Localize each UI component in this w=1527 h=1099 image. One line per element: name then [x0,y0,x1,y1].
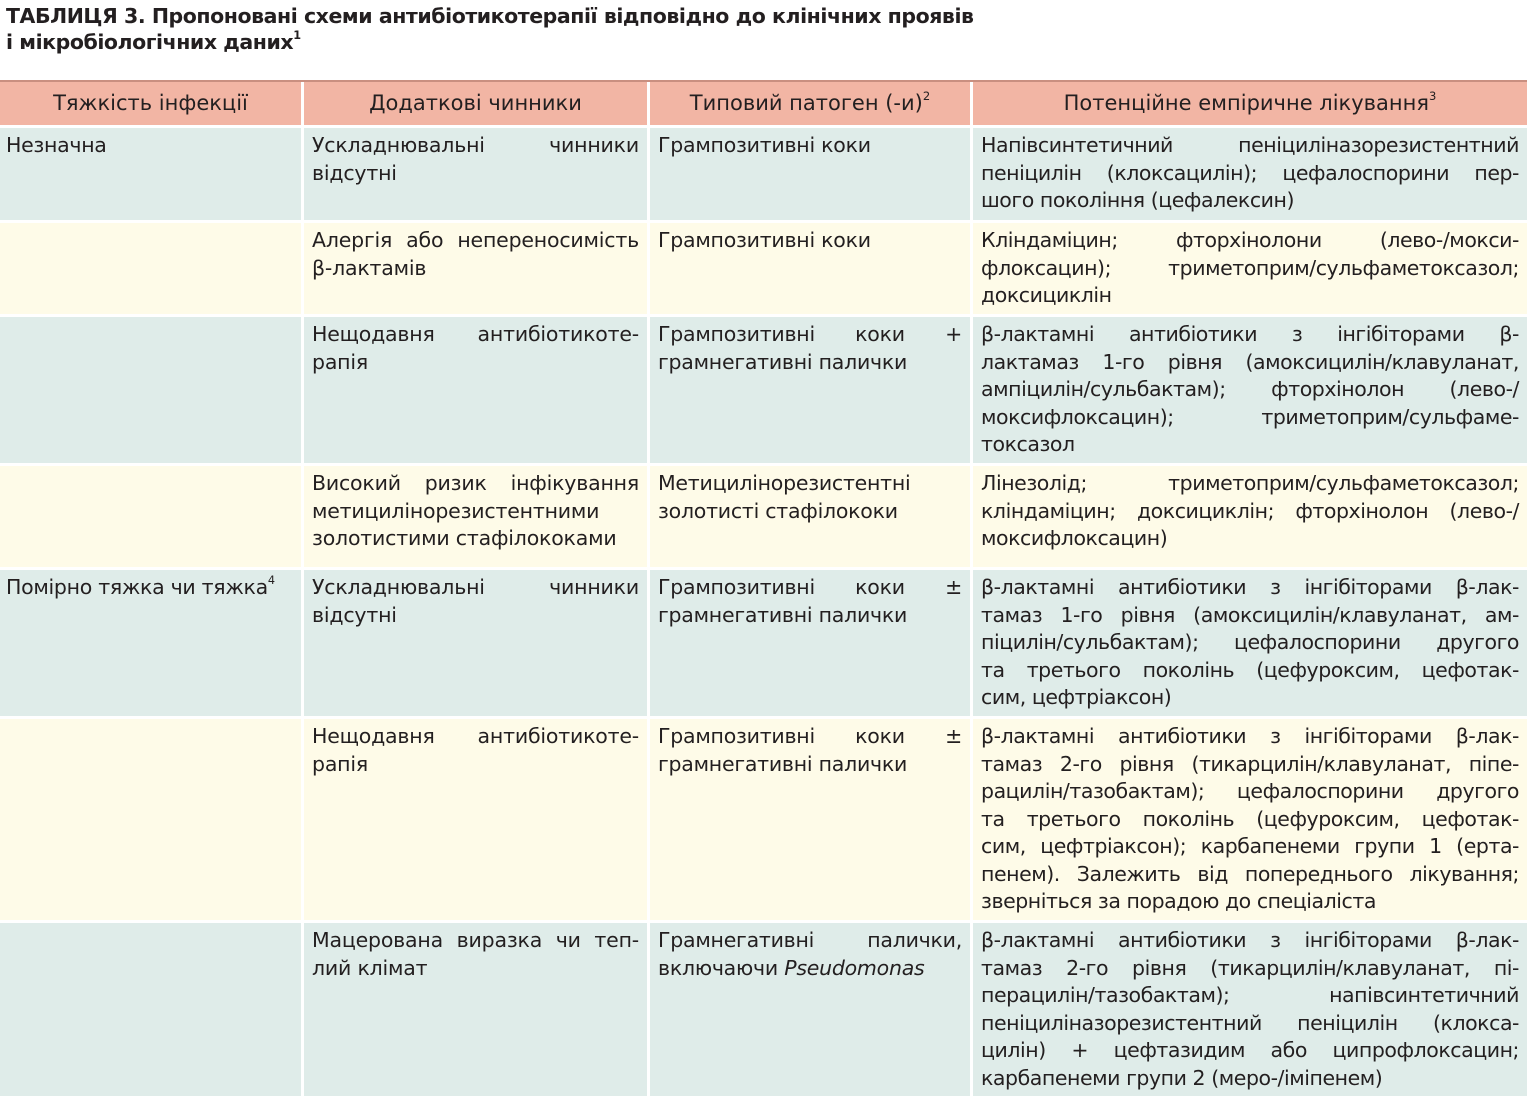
cell-severity [0,570,304,716]
header-pathogen [650,82,973,125]
cell-severity [0,223,304,314]
cell-pathogen-line: Грампозитивні коки [658,228,871,252]
header-pathogen-text: Типовий патоген (-и) [689,91,923,115]
caption-line-2 [6,29,1306,55]
table-row [0,317,1527,466]
cell-treatment-line: пенем). Залежить від попереднього лікування; [981,861,1519,886]
cell-factors [304,317,650,463]
cell-pathogen [650,223,973,314]
table-caption [6,3,1306,55]
caption-footnote-marker: 1 [293,29,301,43]
cell-treatment-line: ампіцилін/сульбактам); фторхінолон (лево-/ [981,377,1519,401]
cell-treatment-line: та третього поколінь (цефуроксим, цефотак- [981,657,1519,682]
cell-treatment-line: цилін) + цефтазидим або ципрофлоксацин; [981,1038,1519,1062]
cell-treatment [973,317,1527,463]
cell-treatment-line: β-лактамні антибіотики з інгібіторами β-лак- [981,928,1519,952]
cell-factors [304,128,650,220]
pathogen-text: включаючи [658,955,778,980]
cell-treatment [973,719,1527,920]
cell-pathogen [650,719,973,920]
severity-text: Помірно тяжка чи тяжка [6,575,268,599]
header-treatment-text: Потенційне емпіричне лікування [1063,91,1429,115]
cell-pathogen-line [658,955,962,983]
cell-treatment-line: β-лактамні антибіотики з інгібіторами β-лак- [981,575,1519,599]
cell-factors-line: Високий ризик інфікування [312,471,639,495]
cell-treatment [973,223,1527,314]
cell-treatment [973,466,1527,567]
cell-pathogen [650,570,973,716]
cell-factors-line: відсутні [312,160,397,185]
cell-treatment-line: рацилін/тазобактам); цефалоспорини другого [981,779,1519,803]
cell-pathogen [650,923,973,1096]
cell-severity [0,466,304,567]
cell-severity [0,317,304,463]
cell-treatment-line: β-лактамні антибіотики з інгібіторами β- [981,322,1519,346]
cell-treatment-line: перацилін/тазобактам); напівсинтетичний [981,983,1519,1007]
cell-severity [0,128,304,220]
cell-factors [304,570,650,716]
table-row [0,570,1527,719]
cell-pathogen-line: Грампозитивні коки ± [658,724,962,748]
cell-treatment-line: Напівсинтетичний пеніциліназорезистентний [981,133,1519,157]
cell-treatment-line: моксифлоксацин) [981,526,1168,550]
cell-factors-line: Нещодавня антибіотикоте- [312,322,639,346]
cell-pathogen-line: золотисті стафілококи [658,498,898,523]
severity-text: Незначна [6,133,107,157]
header-severity-text: Тяжкість інфекції [53,91,248,115]
header-pathogen-footnote: 2 [922,89,931,104]
cell-treatment-line: моксифлоксацин); триметоприм/сульфаме- [981,404,1519,429]
cell-treatment [973,128,1527,220]
cell-treatment [973,923,1527,1096]
cell-factors [304,719,650,920]
cell-factors-line: β-лактамів [312,255,427,280]
cell-factors-line: Ускладнювальні чинники [312,575,639,599]
table-row [0,223,1527,317]
cell-severity [0,719,304,920]
cell-pathogen-line: Грампозитивні коки + [658,322,962,346]
cell-treatment-line: зверніться за порадою до спеціаліста [981,889,1376,913]
cell-factors-line: Алергія або непереносимість [312,228,639,252]
table-row [0,466,1527,570]
table-row [0,923,1527,1099]
cell-pathogen [650,317,973,463]
antibiotic-table [0,80,1527,1099]
table-row [0,719,1527,923]
cell-treatment-line: шого покоління (цефалексин) [981,188,1295,212]
cell-pathogen-line: грамнегативні палички [658,349,908,374]
cell-treatment-line: лактамаз 1-го рівня (амоксицилін/клавуланат, [981,349,1519,374]
cell-factors-line: Нещодавня антибіотикоте- [312,724,639,748]
cell-factors-line: золотистими стафілококами [312,526,617,550]
cell-pathogen-line: Грамнегативні палички, [658,928,962,952]
cell-pathogen-line: Грампозитивні коки [658,133,871,157]
cell-treatment-line: пеніциліназорезистентний пеніцилін (клокса- [981,1010,1519,1035]
caption-line-2-text: і мікробіологічних даних [6,30,294,54]
table-header-row [0,80,1527,128]
cell-factors-line: метицилінорезистентними [312,498,600,523]
header-factors [304,82,650,125]
cell-treatment-line: сим, цефтріаксон); карбапенеми групи 1 (ерта- [981,834,1519,858]
cell-treatment-line: β-лактамні антибіотики з інгібіторами β-лак- [981,724,1519,748]
cell-treatment-line: тамаз 2-го рівня (тикарцилін/клавуланат, піпе- [981,751,1519,776]
cell-pathogen-line: грамнегативні палички [658,602,908,627]
cell-treatment-line: доксициклін [981,283,1112,307]
cell-treatment [973,570,1527,716]
header-treatment-footnote: 3 [1429,89,1437,104]
cell-pathogen-line: Грампозитивні коки ± [658,575,962,599]
table-row [0,128,1527,223]
header-severity [0,82,304,125]
cell-factors-line: рапія [312,751,369,776]
cell-pathogen-line: грамнегативні палички [658,751,908,776]
cell-factors [304,466,650,567]
cell-factors-line: лий клімат [312,955,428,980]
cell-factors-line: Ускладнювальні чинники [312,133,639,157]
cell-treatment-line: сим, цефтріаксон) [981,685,1172,709]
caption-line-1: ТАБЛИЦЯ 3. Пропоновані схеми антибіотикотерапії відповідно до клінічних проявів [6,4,974,28]
cell-treatment-line: Кліндаміцин; фторхінолони (лево-/мокси- [981,228,1519,252]
pathogen-genus-italic: Pseudomonas [784,955,925,980]
header-factors-text: Додаткові чинники [369,91,582,115]
cell-factors-line: відсутні [312,602,397,627]
header-treatment [973,82,1527,125]
cell-treatment-line: та третього поколінь (цефуроксим, цефотак- [981,806,1519,831]
cell-treatment-line: флоксацин); триметоприм/сульфаметоксазол; [981,255,1519,280]
cell-treatment-line: кліндаміцин; доксициклін; фторхінолон (лево-/ [981,498,1519,523]
cell-pathogen [650,128,973,220]
cell-treatment-line: тамаз 1-го рівня (амоксицилін/клавуланат, ам- [981,602,1519,627]
cell-factors [304,923,650,1096]
cell-factors-line: Мацерована виразка чи теп- [312,928,639,952]
cell-treatment-line: пеніцилін (клоксацилін); цефалоспорини пер- [981,160,1519,185]
cell-treatment-line: тамаз 2-го рівня (тикарцилін/клавуланат, пі- [981,955,1519,980]
cell-factors [304,223,650,314]
cell-treatment-line: токсазол [981,432,1075,456]
cell-treatment-line: карбапенеми групи 2 (меро-/іміпенем) [981,1065,1383,1090]
cell-pathogen [650,466,973,567]
cell-severity [0,923,304,1096]
table-body [0,128,1527,1099]
severity-footnote: 4 [267,574,276,588]
cell-treatment-line: піцилін/сульбактам); цефалоспорини другого [981,630,1519,654]
cell-factors-line: рапія [312,349,369,374]
cell-pathogen-line: Метицилінорезистентні [658,471,911,495]
cell-treatment-line: Лінезолід; триметоприм/сульфаметоксазол; [981,471,1519,495]
